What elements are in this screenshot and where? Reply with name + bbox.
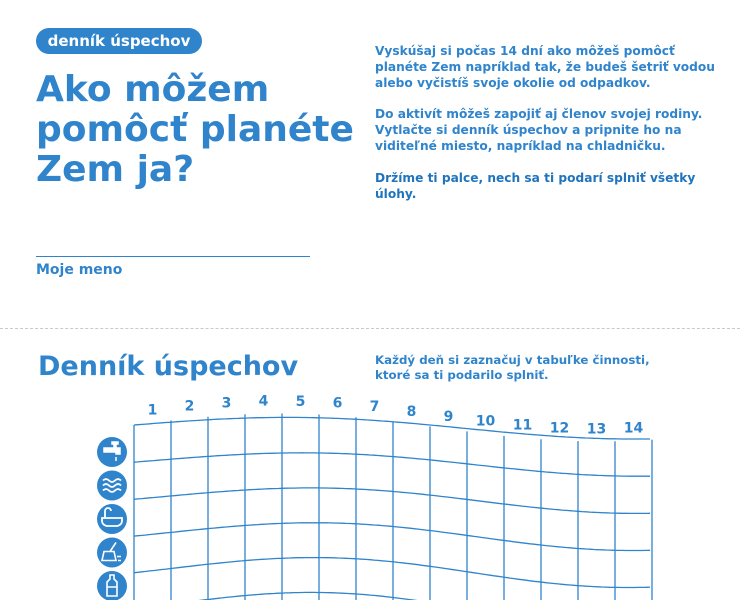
day-label: 1 bbox=[147, 402, 158, 419]
broom-icon bbox=[97, 538, 127, 568]
tracker-title: Denník úspechov bbox=[38, 351, 299, 382]
grid-row-line bbox=[134, 417, 650, 439]
grid-row-line bbox=[134, 488, 650, 514]
cut-line bbox=[0, 328, 740, 329]
day-label: 12 bbox=[549, 420, 570, 437]
waves-icon bbox=[97, 471, 127, 501]
day-label: 3 bbox=[221, 395, 232, 412]
header-badge: denník úspechov bbox=[36, 28, 202, 54]
day-label: 13 bbox=[586, 421, 607, 438]
grid-row-line bbox=[134, 523, 650, 551]
grid-row-line bbox=[134, 453, 650, 476]
day-label: 11 bbox=[512, 417, 533, 434]
intro-paragraph-2: Do aktivít môžeš zapojiť aj členov svojej rodiny. Vytlačte si denník úspechov a pripnite ho na viditeľné miesto, napríklad na chladničku. bbox=[375, 107, 703, 153]
grid-row-line bbox=[134, 558, 650, 588]
day-label: 8 bbox=[406, 403, 417, 420]
day-label: 4 bbox=[258, 393, 269, 410]
bathtub-icon bbox=[97, 504, 127, 534]
day-label: 9 bbox=[443, 408, 454, 425]
intro-paragraph-1: Vyskúšaj si počas 14 dní ako môžeš pomôcť planéte Zem napríklad tak, že budeš šetriť vodou alebo vyčistíš svoje okolie od odpadkov. bbox=[375, 44, 715, 90]
faucet-icon bbox=[97, 437, 127, 467]
day-label: 14 bbox=[623, 420, 644, 437]
intro-paragraph-3: Držíme ti palce, nech sa ti podarí splniť všetky úlohy. bbox=[375, 170, 696, 201]
day-label: 6 bbox=[332, 395, 343, 412]
bottle-icon bbox=[97, 571, 127, 600]
day-label: 7 bbox=[369, 399, 380, 416]
page-title: Ako môžem pomôcť planéte Zem ja? bbox=[36, 69, 354, 190]
day-label: 10 bbox=[475, 413, 496, 430]
day-label: 5 bbox=[295, 393, 306, 410]
tracker-grid bbox=[0, 380, 740, 600]
intro-text bbox=[375, 44, 720, 218]
day-label: 2 bbox=[184, 398, 195, 415]
name-label: Moje meno bbox=[36, 262, 123, 278]
name-line[interactable] bbox=[36, 256, 310, 257]
grid-row-line bbox=[134, 592, 650, 600]
tracker-instruction: Každý deň si zaznačuj v tabuľke činnosti, ktoré sa ti podarilo splniť. bbox=[375, 353, 650, 382]
